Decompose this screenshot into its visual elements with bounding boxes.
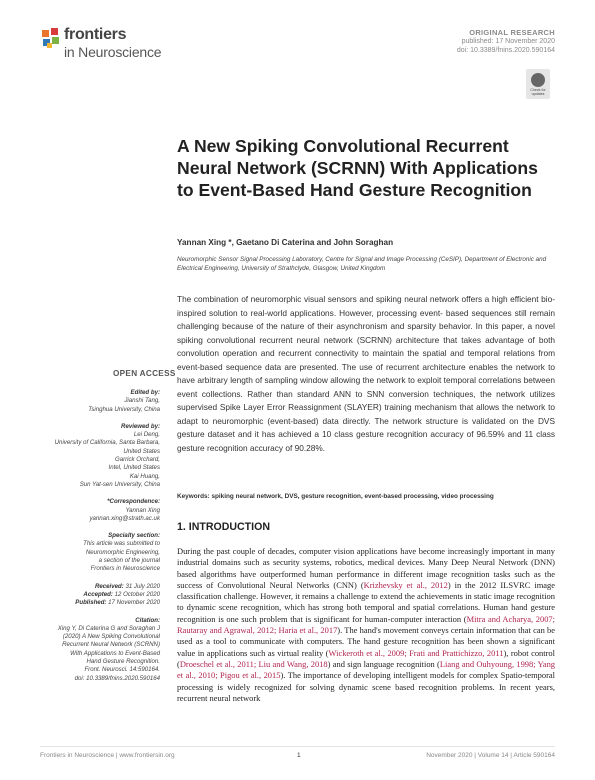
citation-link[interactable]: Droeschel et al., 2011; Liu and Wang, 2018 xyxy=(179,658,328,669)
journal-name-word1: frontiers xyxy=(64,26,127,43)
citation-line: (2020) A New Spiking Convolutional xyxy=(62,633,160,641)
specialty-line: Neuromorphic Engineering, xyxy=(85,548,160,556)
citation-line: Xing Y, Di Caterina G and Soraghan J xyxy=(57,624,160,632)
specialty-block xyxy=(20,532,160,573)
citation-link[interactable]: Mitra and Acharya, 2007; Rautaray and Agrawal, 2012; Haria et al., 2017 xyxy=(177,613,555,636)
editor-affiliation: Tsinghua University, China xyxy=(88,405,160,413)
affiliation: Neuromorphic Sensor Signal Processing Laboratory, Centre for Signal and Image Processing (CeSIP), Department of Electronic and Electrical Engineering, University of Strathclyde, Glasgow, United Kingdom xyxy=(177,256,547,272)
citation-label: Citation: xyxy=(135,616,160,624)
specialty-line: This article was submitted to xyxy=(83,540,160,548)
citation-line: doi: 10.3389/fnins.2020.590164 xyxy=(74,674,160,682)
correspondence-label: *Correspondence: xyxy=(107,498,160,506)
correspondence-block xyxy=(20,498,160,523)
accepted-date: Accepted: 12 October 2020 xyxy=(83,590,160,598)
citation-line: Recurrent Neural Network (SCRNN) xyxy=(62,641,160,649)
specialty-line: a section of the journal xyxy=(98,557,160,565)
journal-name-word2: in Neuroscience xyxy=(64,44,162,60)
reviewer-line: University of California, Santa Barbara, xyxy=(54,439,160,447)
reviewer-line: Kai Huang, xyxy=(129,472,160,480)
intro-text-segment: ). The hand's movement conveys certain information that can be used as a tool to communicate with computers. The hand gesture recognition has been shown a significant value in applications such as virtual reality ( xyxy=(177,625,555,658)
correspondence-email[interactable]: yannan.xing@strath.ac.uk xyxy=(89,514,160,522)
frontiers-logo-icon xyxy=(40,28,62,50)
citation-link[interactable]: Krizhevsky et al., 2012 xyxy=(363,579,448,590)
citation-link[interactable]: Wickeroth et al., 2009; Frati and Prattichizzo, 2011 xyxy=(328,647,504,658)
footer-journal[interactable]: Frontiers in Neuroscience | www.frontiersin.org xyxy=(40,752,175,759)
reviewer-line: United States xyxy=(123,447,160,455)
keywords: Keywords: spiking neural network, DVS, gesture recognition, event-based processing, video processing xyxy=(177,493,494,500)
reviewer-line: Garrick Orchard, xyxy=(114,456,160,464)
specialty-line: Frontiers in Neuroscience xyxy=(90,565,160,573)
reviewer-line: Intel, United States xyxy=(108,464,160,472)
section-heading: 1. INTRODUCTION xyxy=(177,521,270,533)
citation-line: With Applications to Event-Based xyxy=(70,649,160,657)
intro-text-segment: ), robot control ( xyxy=(177,647,555,669)
citation-line: Hand Gesture Recognition. xyxy=(86,658,160,666)
doi[interactable]: doi: 10.3389/fnins.2020.590164 xyxy=(456,47,555,54)
reviewed-by-block xyxy=(20,423,160,489)
reviewer-line: Lei Deng, xyxy=(133,431,160,439)
published-date-sidebar: Published: 17 November 2020 xyxy=(75,599,160,607)
received-date: Received: 31 July 2020 xyxy=(94,582,160,590)
open-access-label: OPEN ACCESS xyxy=(113,369,176,378)
intro-text-segment: ) in the 2012 ILSVRC image classification challenge. However, it remains a challenge to extend the achievements in static image recognition to dynamic scene recognition, which has strong both temporal and spatial correlations. Human hand gesture recognition is one such problem that is significant for human-computer interaction ( xyxy=(177,579,555,624)
correspondence-name: Yannan Xing xyxy=(125,506,160,514)
footer-volume: November 2020 | Volume 14 | Article 590164 xyxy=(426,752,555,759)
citation-block xyxy=(20,617,160,683)
intro-text-segment: ) and sign language recognition ( xyxy=(327,658,440,669)
citation-line: Front. Neurosci. 14:590164. xyxy=(84,666,160,674)
edited-by-label: Edited by: xyxy=(130,389,160,396)
updates-label: Check for updates xyxy=(530,88,546,96)
edited-by-block xyxy=(20,389,160,414)
updates-icon xyxy=(531,73,545,87)
introduction-text xyxy=(177,546,555,704)
page-number: 1 xyxy=(297,752,301,759)
check-for-updates-badge[interactable] xyxy=(526,69,550,99)
journal-logo[interactable] xyxy=(40,24,180,70)
abstract: The combination of neuromorphic visual sensors and spiking neural network offers a high efficient bio-inspired solution to real-world applications. However, processing event- based sequences still remain challenging because of the nature of their asynchronism and sparsity behavior. In this paper, a novel spiking convolutional recurrent neural network (SCRNN) architecture that takes advantage of both convolution operation and recurrent connectivity to maintain the spatial and temporal relations from event-based sequence data are presented. The use of recurrent architecture enables the network to have arbitrary length of sampling window allowing the network to exploit temporal correlations between event collections. Rather than standard ANN to SNN conversion techniques, the network utilizes supervised Spike Layer Error Reassignment (SLAYER) training mechanism that allows the network to adapt to neuromorphic (event-based) data directly. The network structure is validated on the DVS gesture dataset and it has achieved a 10 class gesture recognition accuracy of 96.59% and 11 class gesture recognition accuracy of 90.28%. xyxy=(177,294,555,454)
intro-text-segment: During the past couple of decades, computer vision applications have become increasingly important in many industrial domains such as security systems, robotics, medical devices. Many Deep Neural Network (DNN) based algorithms have outperformed human performance in different image recognition tasks such as the success of Convolutional Neural Networks (CNN) ( xyxy=(177,546,555,590)
specialty-label: Specialty section: xyxy=(108,532,160,540)
dates-block xyxy=(20,583,160,608)
footer-divider xyxy=(40,746,555,747)
article-meta xyxy=(355,28,555,55)
editor-name: Jianshi Tang, xyxy=(124,397,160,405)
article-title: A New Spiking Convolutional Recurrent Neural Network (SCRNN) With Applications to Event-Based Hand Gesture Recognition xyxy=(177,136,538,200)
article-type: ORIGINAL RESEARCH xyxy=(469,28,555,37)
reviewed-by-label: Reviewed by: xyxy=(121,422,160,430)
article-info-sidebar xyxy=(20,389,160,692)
citation-link[interactable]: Liang and Ouhyoung, 1998; Yang et al., 2010; Pigou et al., 2015 xyxy=(177,658,556,681)
authors: Yannan Xing *, Gaetano Di Caterina and John Soraghan xyxy=(177,238,394,247)
reviewer-line: Sun Yat-sen University, China xyxy=(79,480,160,488)
intro-text-segment: ). The importance of developing intelligent models for complex Spatio-temporal processing is widely recognized for solving dynamic scene based recognition problems. In recent years, recurrent neural network xyxy=(177,670,555,703)
published-date: published: 17 November 2020 xyxy=(461,38,555,45)
